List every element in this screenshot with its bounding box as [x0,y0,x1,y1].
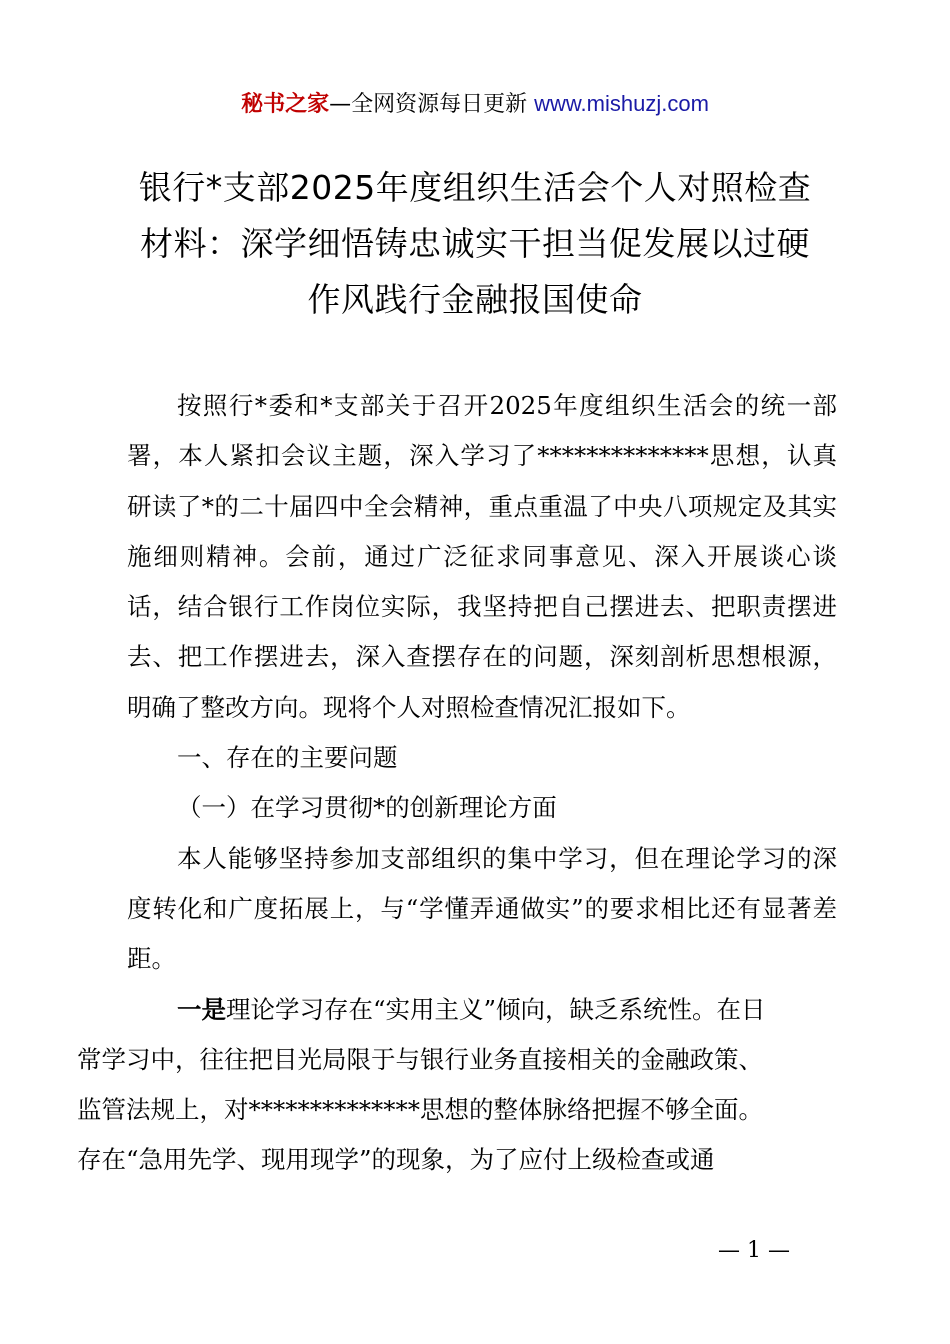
section-heading: 一、存在的主要问题 [177,743,398,773]
page-number: — 1 — [718,1238,790,1263]
banner-brand: 秘书之家 [241,92,330,117]
title-line-3: 作风践行金融报国使命 [307,280,643,319]
point-one-line-3: 监管法规上，对**************思想的整体脉络把握不够全面。 [77,1095,763,1125]
point-one-line-1: 理论学习存在“实用主义”倾向，缺乏系统性。在日 [226,994,766,1024]
study-paragraph: 本人能够坚持参加支部组织的集中学习，但在理论学习的深度转化和广度拓展上，与“学懂弄通做实”的要求相比还有显著差距。 [127,843,837,974]
point-one-paragraph [77,985,837,1186]
point-one-line-2: 常学习中，往往把目光局限于与银行业务直接相关的金融政策、 [77,1044,763,1074]
site-banner [0,88,950,121]
point-one-line-4: 存在“急用先学、现用现学”的现象，为了应付上级检查或通 [77,1145,715,1175]
subsection-heading: （一）在学习贯彻*的创新理论方面 [177,793,557,823]
document-title [110,160,840,328]
title-line-2: 材料：深学细悟铸忠诚实干担当促发展以过硬 [140,224,810,263]
title-line-1: 银行*支部2025年度组织生活会个人对照检查 [138,168,812,207]
banner-slogan: —全网资源每日更新 [329,92,535,117]
banner-url-link[interactable]: www.mishuzj.com [534,91,709,116]
document-body [77,381,837,1186]
point-one-label: 一是 [177,994,226,1024]
intro-paragraph: 按照行*委和*支部关于召开2025年度组织生活会的统一部署，本人紧扣会议主题，深入学习了**************思想，认真研读了*的二十届四中全会精神，重点重温了中央八项规定及其实施细则精神。会前，通过广泛征求同事意见、深入开展谈心谈话，结合银行工作岗位实际，我坚持把自己摆进去、把职责摆进去、把工作摆进去，深入查摆存在的问题，深刻剖析思想根源，明确了整改方向。现将个人对照检查情况汇报如下。 [127,391,837,722]
